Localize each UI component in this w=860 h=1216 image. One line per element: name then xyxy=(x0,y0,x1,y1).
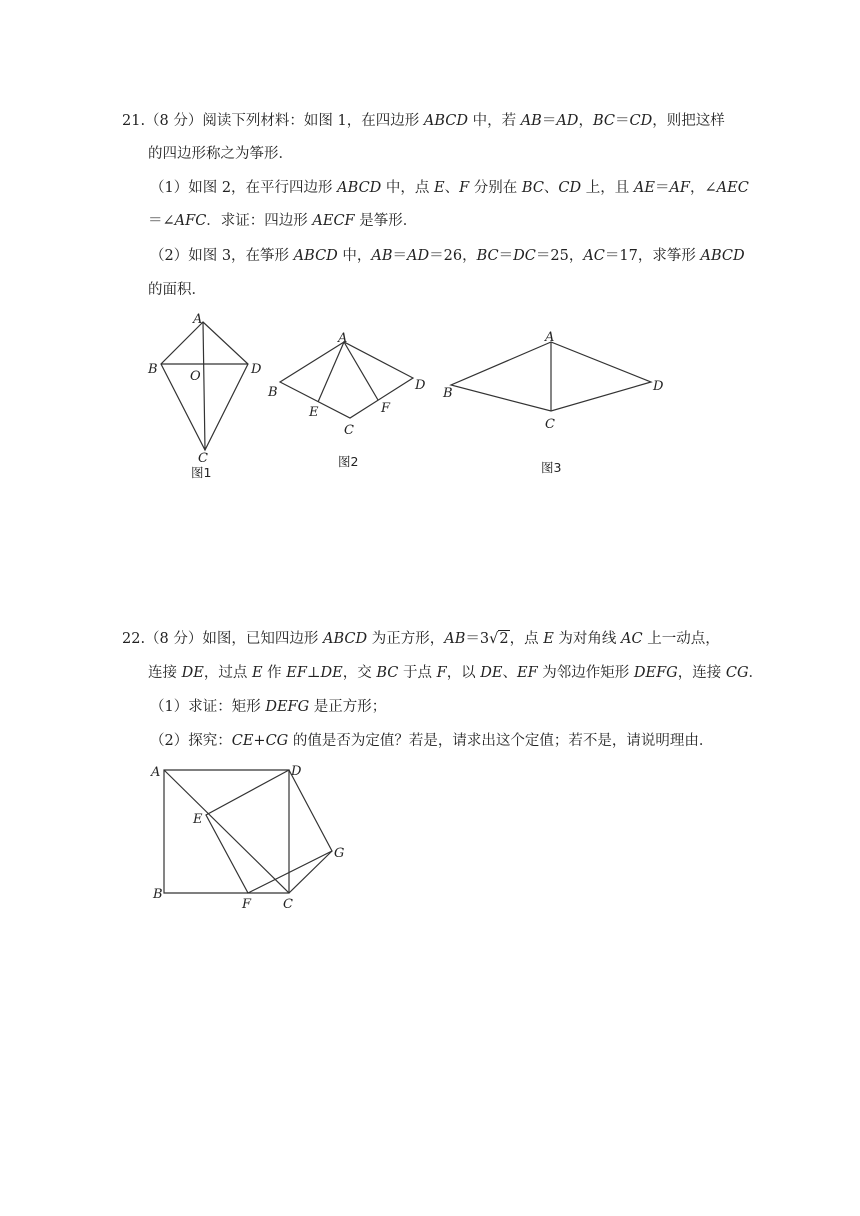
p22-text: ． xyxy=(748,665,764,681)
problem-22-line-1 xyxy=(122,632,720,647)
problem-21-part-2-line-2: 的面积． xyxy=(148,282,206,298)
p22-text: CG xyxy=(265,733,289,749)
p22-text: 上一动点， xyxy=(642,631,720,647)
fig1-caption: 图1 xyxy=(191,465,212,480)
p21-text: ＝ xyxy=(392,248,408,264)
p22-text: （2）探究： xyxy=(150,733,232,749)
p22-text: AC xyxy=(621,631,643,647)
fig2-caption: 图2 xyxy=(338,454,359,469)
sqrt-symbol: √2 xyxy=(489,631,509,647)
p21-text: AC xyxy=(583,248,605,264)
p22-text: ，点 xyxy=(509,631,544,647)
p22-text: EF xyxy=(517,665,538,681)
p21-text: CD xyxy=(558,180,582,196)
p22-text: ＝3 xyxy=(465,631,490,647)
p22-text: 是正方形； xyxy=(309,699,387,715)
p21-text: ．求证：四边形 xyxy=(206,213,313,229)
fig22-label-e: E xyxy=(193,812,203,827)
p21-text: F xyxy=(459,180,470,196)
problem-22-part-2 xyxy=(150,734,713,749)
p21-text: AEC xyxy=(716,180,749,196)
p21-text: AD xyxy=(556,113,579,129)
p22-text: 于点 xyxy=(398,665,437,681)
fig3-caption: 图3 xyxy=(541,460,562,475)
fig22-label-a: A xyxy=(151,765,161,780)
problem-22-part-1 xyxy=(150,700,386,715)
p21-text: 中， xyxy=(337,248,372,264)
fig3-label-b: B xyxy=(443,386,453,401)
p21-text: 上，且 xyxy=(581,180,634,196)
fig3-label-d: D xyxy=(653,379,664,394)
fig1-label-a: A xyxy=(193,312,203,327)
p22-text: + xyxy=(253,733,266,749)
fig1-label-o: O xyxy=(190,369,201,384)
p21-text: BC xyxy=(476,248,499,264)
p21-text: 、 xyxy=(444,180,460,196)
p22-text: ，交 xyxy=(342,665,377,681)
problem-21-line-2: 的四边形称之为筝形． xyxy=(148,146,293,162)
p22-text: ，以 xyxy=(446,665,481,681)
p21-text: ABCD xyxy=(293,248,338,264)
sqrt-radicand: 2 xyxy=(499,631,509,647)
p22-text: ，连接 xyxy=(677,665,726,681)
fig22-diagonal-ac xyxy=(164,770,289,893)
p22-text: 连接 xyxy=(148,665,182,681)
fig22-square-defg xyxy=(206,770,332,893)
p22-text: 、 xyxy=(502,665,518,681)
fig22-label-f: F xyxy=(242,897,252,912)
p21-text: DC xyxy=(513,248,536,264)
p21-text: 、 xyxy=(543,180,559,196)
p21-text: AB xyxy=(520,113,542,129)
fig22-label-b: B xyxy=(153,887,163,902)
p21-text: ，则把这样 xyxy=(652,113,725,129)
p22-text: CE xyxy=(231,733,254,749)
p22-text: 为正方形， xyxy=(367,631,445,647)
p21-text: ，∠ xyxy=(689,180,717,196)
p21-text: E xyxy=(434,180,445,196)
p21-text: ＝ xyxy=(541,113,557,129)
p21-text: ABCD xyxy=(423,113,468,129)
fig1-label-d: D xyxy=(251,362,262,377)
p22-text: E xyxy=(543,631,554,647)
p21-text: ＝17，求筝形 xyxy=(604,248,701,264)
p22-text: ，过点 xyxy=(203,665,252,681)
fig3-label-a: A xyxy=(545,330,555,345)
fig1-diagonal-ac xyxy=(203,322,205,450)
p21-text: AF xyxy=(669,180,690,196)
fig2-label-d: D xyxy=(415,378,426,393)
problem-22-line-2 xyxy=(148,666,763,681)
p22-text: 作 xyxy=(262,665,287,681)
p22-text: DE xyxy=(320,665,343,681)
fig1-label-c: C xyxy=(198,451,208,466)
p22-text: 为对角线 xyxy=(553,631,622,647)
fig22-segment-cg xyxy=(289,851,332,893)
p22-text: 为邻边作矩形 xyxy=(537,665,634,681)
p21-text: BC xyxy=(592,113,615,129)
fig3-label-c: C xyxy=(545,417,555,432)
p21-text: CD xyxy=(629,113,653,129)
p21-text: AE xyxy=(633,180,655,196)
p21-text: BC xyxy=(521,180,544,196)
p21-text: ABCD xyxy=(337,180,382,196)
p21-text: （2）如图 3，在筝形 xyxy=(150,248,294,264)
fig22-label-d: D xyxy=(291,764,302,779)
p22-text: BC xyxy=(376,665,399,681)
p21-text: ， xyxy=(578,113,593,129)
p21-text: 中，若 xyxy=(467,113,521,129)
p22-text: DE xyxy=(181,665,204,681)
p21-text: AD xyxy=(407,248,430,264)
fig22-label-c: C xyxy=(283,897,293,912)
p21-text: ABCD xyxy=(700,248,745,264)
p22-text: 22.（8 分）如图，已知四边形 xyxy=(122,631,324,647)
p22-text: DEFG xyxy=(633,665,678,681)
p21-text: ＝25， xyxy=(535,248,584,264)
fig2-segment-ae xyxy=(318,342,344,402)
fig2-label-e: E xyxy=(309,405,319,420)
p21-text: ＝ xyxy=(614,113,630,129)
fig1-label-b: B xyxy=(148,362,158,377)
p22-text: DE xyxy=(480,665,503,681)
p22-text: DEFG xyxy=(265,699,310,715)
fig2-label-b: B xyxy=(268,385,278,400)
p22-text: （1）求证：矩形 xyxy=(150,699,266,715)
p21-text: AB xyxy=(371,248,393,264)
p22-text: AB xyxy=(444,631,466,647)
p22-text: 的值是否为定值？若是，请求出这个定值；若不是，请说明理由． xyxy=(288,733,714,749)
p22-text: CG xyxy=(725,665,749,681)
fig2-label-c: C xyxy=(344,423,354,438)
p21-text: ＝ xyxy=(654,180,670,196)
fig2-label-a: A xyxy=(338,331,348,346)
p22-text: F xyxy=(436,665,447,681)
p22-text: EF xyxy=(286,665,307,681)
p22-text: E xyxy=(251,665,263,681)
p21-text: 分别在 xyxy=(469,180,522,196)
p21-text: ＝∠ xyxy=(148,213,175,229)
p21-text: 中，点 xyxy=(381,180,435,196)
p21-text: 21.（8 分）阅读下列材料：如图 1，在四边形 xyxy=(122,113,424,129)
p21-text: ＝ xyxy=(498,248,514,264)
fig2-label-f: F xyxy=(381,401,391,416)
p21-text: AFC xyxy=(174,213,207,229)
fig22-label-g: G xyxy=(334,846,345,861)
p21-text: ＝26， xyxy=(429,248,477,264)
p21-text: （1）如图 2，在平行四边形 xyxy=(150,180,338,196)
p22-text: ⊥ xyxy=(306,665,321,681)
p21-text: AECF xyxy=(312,213,355,229)
p21-text: 是筝形． xyxy=(354,213,418,229)
p22-text: ABCD xyxy=(323,631,368,647)
fig2-parallelogram-outline xyxy=(280,342,413,418)
